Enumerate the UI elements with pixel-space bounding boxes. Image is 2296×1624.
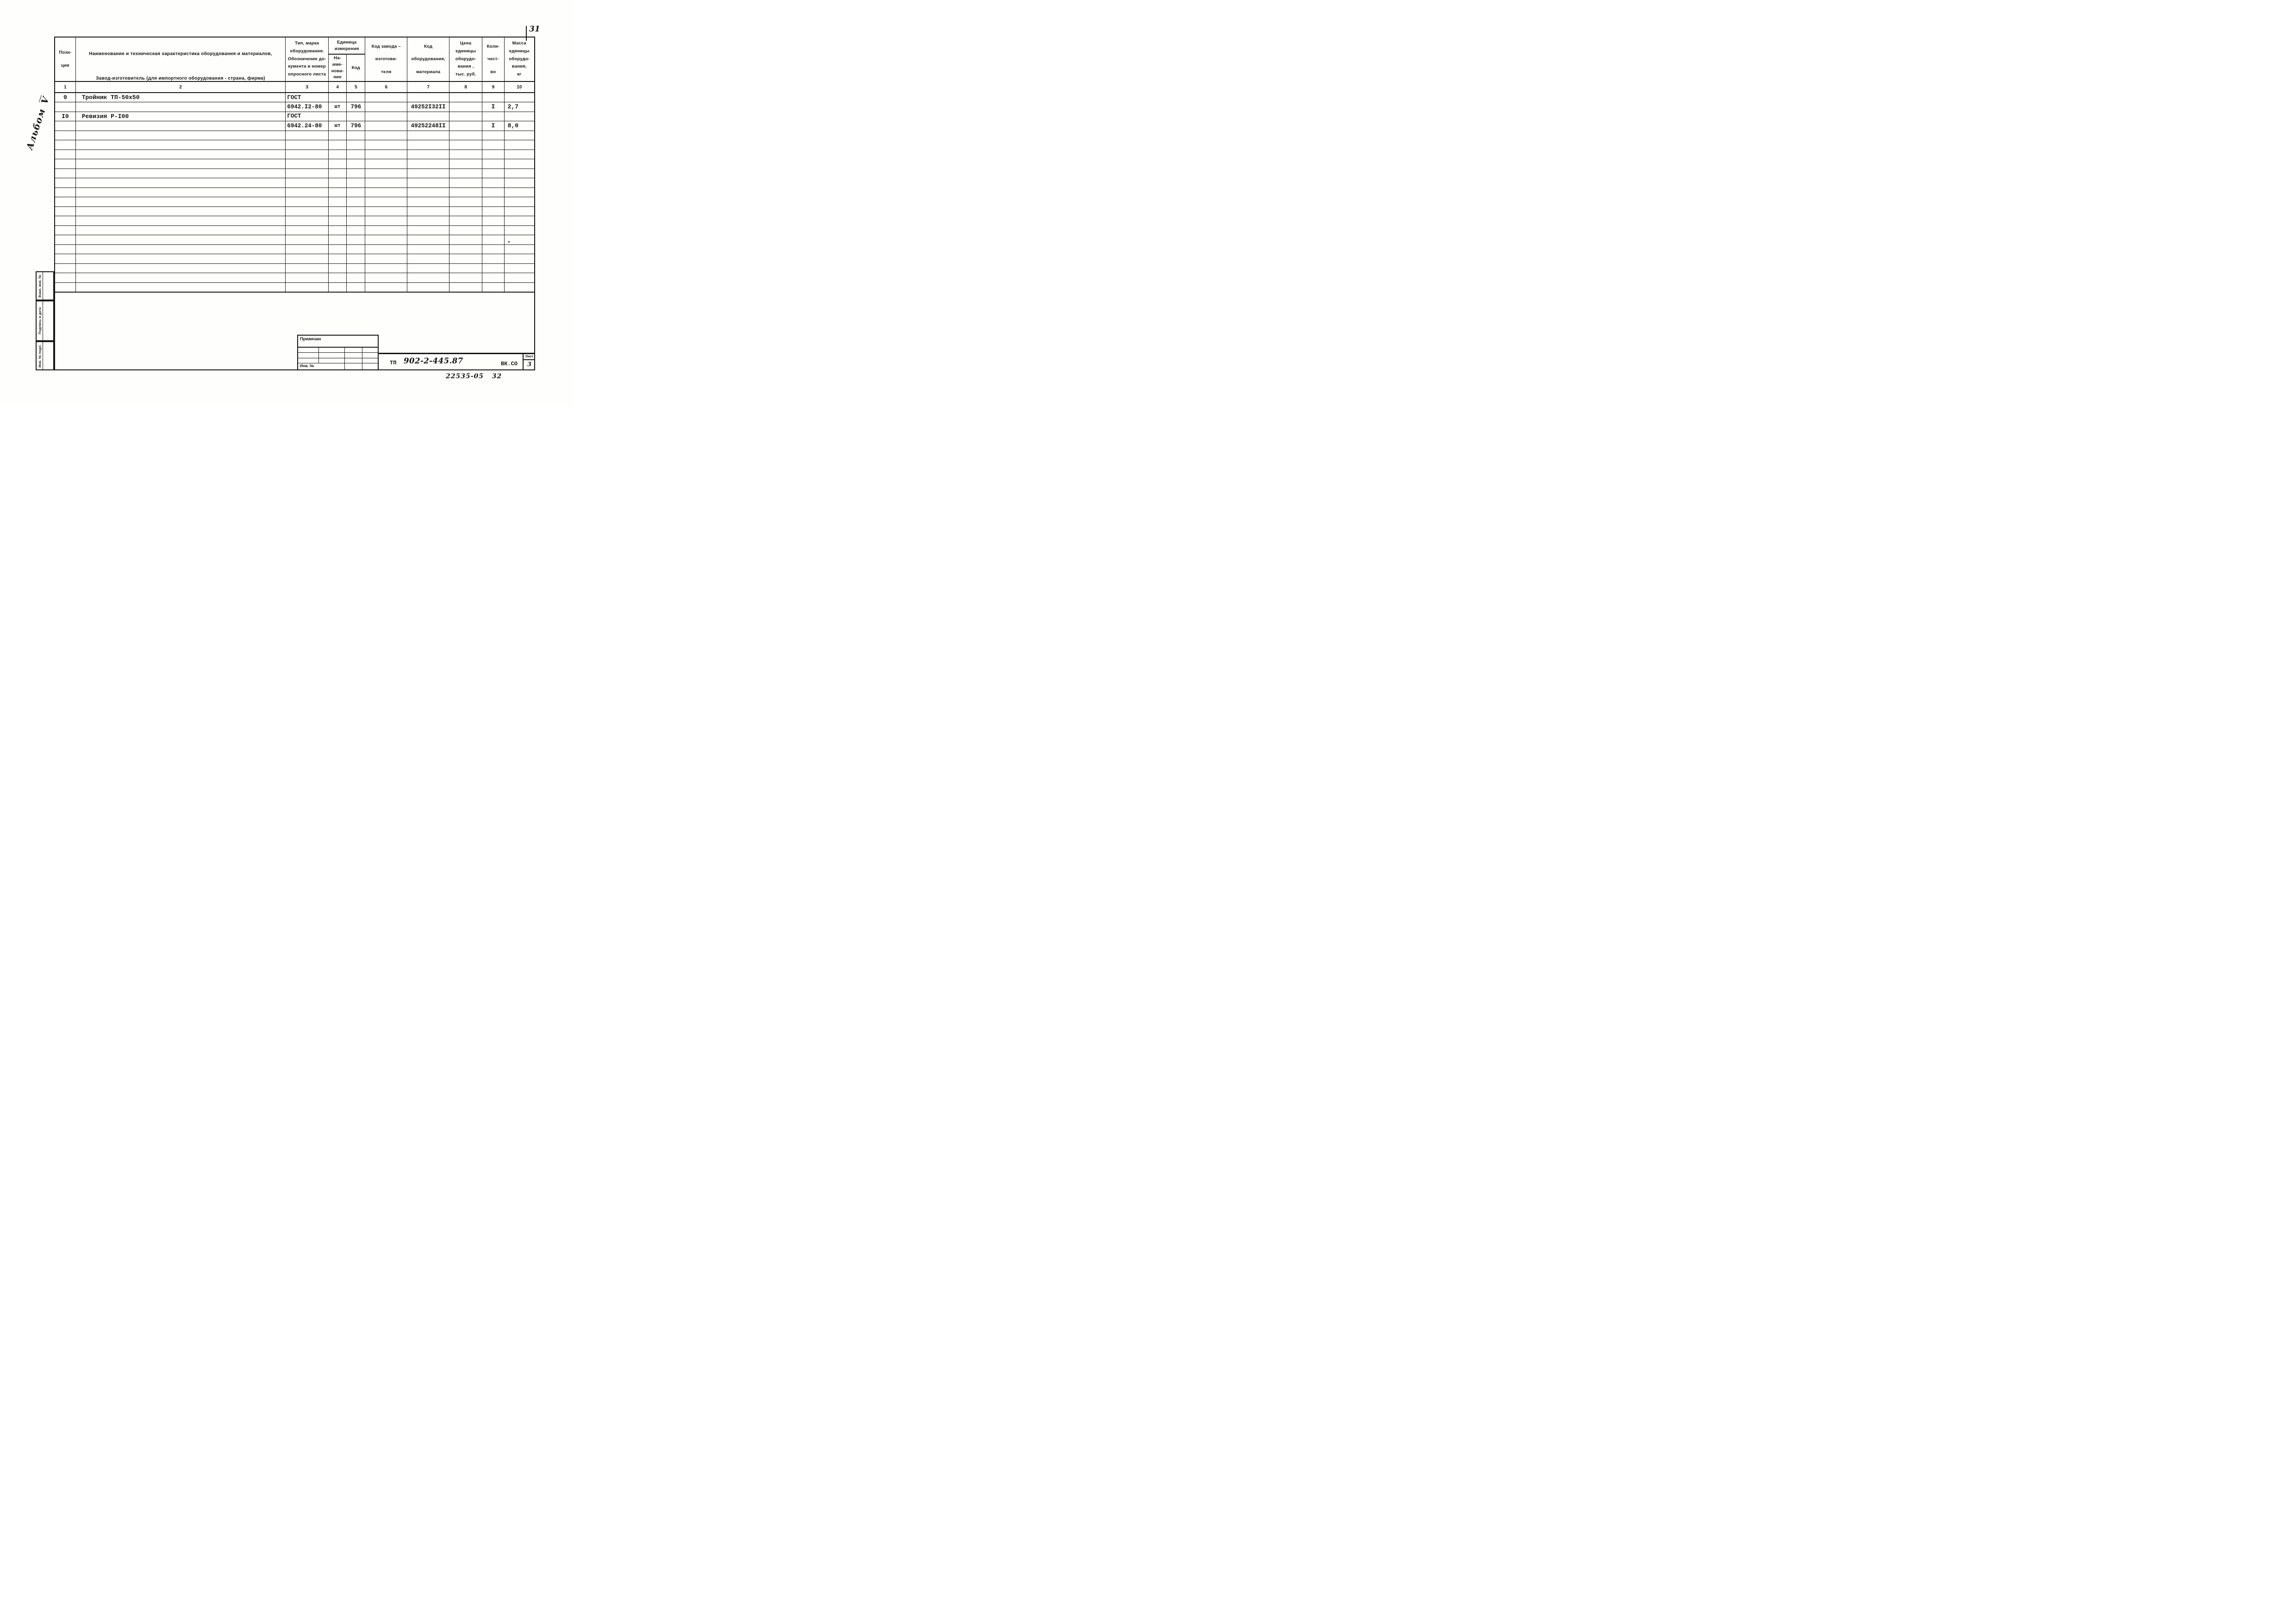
spec-cell (504, 140, 535, 150)
spec-cell (449, 273, 482, 283)
spec-cell (449, 159, 482, 169)
spec-cell (75, 273, 286, 283)
spec-cell (328, 150, 346, 159)
spec-cell: I0 (55, 112, 75, 121)
spec-cell (449, 93, 482, 102)
spec-cell (504, 244, 535, 254)
spec-cell (449, 235, 482, 245)
table-row (55, 131, 535, 140)
spec-cell: 8,0 (504, 121, 535, 131)
spec-cell (55, 263, 75, 273)
stamp-podpis-data (36, 300, 54, 341)
table-row (55, 282, 535, 292)
spec-cell (407, 178, 449, 188)
spec-cell (75, 206, 286, 216)
spec-cell (75, 150, 286, 159)
spec-cell (75, 263, 286, 273)
header-name-characteristic (75, 37, 286, 81)
specification-table (54, 37, 535, 293)
header-position: Пози- ция (55, 37, 75, 81)
spec-cell (75, 254, 286, 264)
spec-cell (286, 263, 329, 273)
spec-cell (328, 254, 346, 264)
spec-cell (365, 178, 407, 188)
spec-cell: 796 (347, 102, 365, 112)
spec-cell (55, 273, 75, 283)
spec-cell (365, 169, 407, 178)
header-equipment-code: Код оборудования, материала (407, 37, 449, 81)
spec-cell (55, 140, 75, 150)
spec-cell (365, 273, 407, 283)
spec-cell (482, 169, 504, 178)
spec-cell (286, 178, 329, 188)
spec-cell (55, 216, 75, 226)
header-name-line1: Наименование и техническая характеристика оборудования и материалов, (89, 51, 272, 56)
spec-cell (482, 187, 504, 197)
spec-cell (286, 282, 329, 292)
spec-cell (347, 206, 365, 216)
spec-cell (407, 150, 449, 159)
spec-cell (55, 187, 75, 197)
spec-cell (55, 197, 75, 207)
column-number: 6 (365, 81, 407, 93)
spec-cell (328, 178, 346, 188)
spec-cell (286, 244, 329, 254)
spec-cell (482, 244, 504, 254)
spec-cell (365, 93, 407, 102)
spec-cell (286, 187, 329, 197)
spec-cell (407, 159, 449, 169)
spec-cell (347, 159, 365, 169)
org-code: ВК.СО (501, 361, 518, 367)
column-number: 5 (347, 81, 365, 93)
spec-cell (365, 159, 407, 169)
spec-cell (407, 254, 449, 264)
spec-cell (449, 225, 482, 235)
spec-cell (365, 121, 407, 131)
spec-cell (328, 216, 346, 226)
spec-cell (347, 131, 365, 140)
spec-cell (75, 282, 286, 292)
spec-cell (504, 263, 535, 273)
table-row (55, 263, 535, 273)
scan-speck (508, 241, 510, 243)
spec-cell (286, 225, 329, 235)
spec-cell (286, 150, 329, 159)
spec-cell (504, 225, 535, 235)
column-number: 3 (286, 81, 329, 93)
spec-cell (55, 254, 75, 264)
spec-cell (449, 112, 482, 121)
binding-grid-row (298, 348, 378, 353)
spec-cell: ГОСТ (286, 93, 329, 102)
spec-cell (347, 178, 365, 188)
spec-cell: I (482, 102, 504, 112)
column-number: 1 (55, 81, 75, 93)
stamp-blank-cell (43, 342, 53, 369)
spec-cell (407, 244, 449, 254)
spec-cell (286, 197, 329, 207)
spec-cell (328, 187, 346, 197)
spec-cell: ГОСТ (286, 112, 329, 121)
binding-block-title: Привязан (298, 336, 378, 348)
sheet-number: 3 (527, 361, 532, 368)
album-word: Альбом (25, 107, 48, 151)
spec-cell (482, 131, 504, 140)
column-numbers-row (55, 81, 535, 93)
spec-cell (75, 225, 286, 235)
stamp-vzam-inv (36, 271, 54, 300)
table-row (55, 150, 535, 159)
spec-cell (407, 273, 449, 283)
spec-cell (347, 235, 365, 245)
doc-prefix: ТП (390, 360, 397, 366)
spec-cell (55, 150, 75, 159)
spec-cell (55, 102, 75, 112)
header-unit-name: На- име- нова- ние (328, 54, 346, 81)
header-unit-code: Код (347, 54, 365, 81)
table-row (55, 102, 535, 112)
sheet-number-box (523, 353, 535, 370)
header-unit-mass: Масса единицы оборудо- вания, кг (504, 37, 535, 81)
spec-cell (328, 169, 346, 178)
spec-cell (347, 112, 365, 121)
spec-cell (55, 206, 75, 216)
column-number: 10 (504, 81, 535, 93)
stamp-blank-cell (43, 272, 53, 300)
spec-cell (482, 159, 504, 169)
spec-cell (407, 225, 449, 235)
spec-cell (407, 187, 449, 197)
spec-cell (75, 159, 286, 169)
table-row (55, 159, 535, 169)
spec-cell (482, 206, 504, 216)
spec-cell (328, 93, 346, 102)
spec-cell (504, 216, 535, 226)
spec-cell (407, 206, 449, 216)
spec-cell (407, 93, 449, 102)
spec-cell (449, 197, 482, 207)
spec-cell (347, 93, 365, 102)
spec-cell (328, 263, 346, 273)
spec-cell (365, 263, 407, 273)
spec-cell (449, 178, 482, 188)
spec-cell: шт (328, 102, 346, 112)
column-number: 9 (482, 81, 504, 93)
corner-page-number: 31 (529, 25, 540, 34)
spec-cell (286, 140, 329, 150)
scanned-specification-sheet (0, 0, 574, 406)
stamp-podpis-data-label: Подпись и дата (37, 307, 42, 335)
spec-cell (407, 216, 449, 226)
binding-grid-row (298, 353, 378, 358)
spec-cell (55, 159, 75, 169)
spec-cell (407, 169, 449, 178)
binding-inv-row (298, 363, 378, 369)
spec-cell (55, 169, 75, 178)
spec-cell (504, 187, 535, 197)
column-number: 7 (407, 81, 449, 93)
sheet-label: Лист (524, 353, 535, 360)
spec-cell (75, 244, 286, 254)
spec-cell (328, 282, 346, 292)
table-row (55, 206, 535, 216)
spec-cell: шт (328, 121, 346, 131)
spec-cell (286, 169, 329, 178)
spec-cell (75, 197, 286, 207)
stamp-blank-cell (43, 301, 53, 340)
spec-cell (449, 254, 482, 264)
spec-cell: 49252I32II (407, 102, 449, 112)
stamp-vzam-inv-label: Взам. инв. № (37, 274, 42, 298)
spec-cell (482, 235, 504, 245)
spec-cell (504, 178, 535, 188)
spec-cell (449, 244, 482, 254)
table-row (55, 178, 535, 188)
spec-cell (75, 121, 286, 131)
album-note (25, 95, 51, 151)
spec-cell (365, 197, 407, 207)
spec-cell (347, 140, 365, 150)
spec-cell (365, 225, 407, 235)
table-row (55, 140, 535, 150)
stamp-inv-podl (36, 341, 54, 370)
stamp-inv-podl-label: Инв. № подл. (37, 344, 42, 368)
spec-cell (365, 206, 407, 216)
spec-cell (365, 150, 407, 159)
spec-cell (504, 282, 535, 292)
spec-cell (365, 244, 407, 254)
table-row (55, 169, 535, 178)
spec-cell (504, 131, 535, 140)
spec-cell (449, 150, 482, 159)
spec-cell (328, 112, 346, 121)
spec-cell (347, 273, 365, 283)
table-row (55, 235, 535, 245)
spec-cell (365, 140, 407, 150)
spec-cell (365, 102, 407, 112)
header-type-doc: Тип, марка оборудования. Обозначение до- кумента и номер опросного листа (286, 37, 329, 81)
spec-cell (504, 93, 535, 102)
spec-cell (449, 263, 482, 273)
table-row (55, 273, 535, 283)
spec-cell (55, 235, 75, 245)
spec-cell (407, 282, 449, 292)
spec-cell (365, 235, 407, 245)
spec-cell (482, 216, 504, 226)
spec-cell (328, 235, 346, 245)
spec-cell (449, 169, 482, 178)
spec-cell (75, 169, 286, 178)
spec-cell: 2,7 (504, 102, 535, 112)
spec-cell (347, 244, 365, 254)
spec-cell (347, 216, 365, 226)
spec-cell (407, 112, 449, 121)
spec-cell (449, 206, 482, 216)
table-row (55, 225, 535, 235)
album-volume-numeral: $\overline{V}$ (39, 95, 51, 106)
spec-cell (286, 216, 329, 226)
table-row (55, 244, 535, 254)
spec-cell (365, 187, 407, 197)
spec-cell (482, 178, 504, 188)
spec-cell (504, 112, 535, 121)
spec-cell (365, 282, 407, 292)
table-row (55, 197, 535, 207)
spec-cell (75, 187, 286, 197)
spec-cell (482, 112, 504, 121)
spec-cell (365, 254, 407, 264)
spec-cell (407, 235, 449, 245)
spec-cell (449, 282, 482, 292)
column-number: 4 (328, 81, 346, 93)
spec-cell (407, 197, 449, 207)
header-unit-price: Цена единицы оборудо- вания , тыс. руб. (449, 37, 482, 81)
spec-cell (286, 254, 329, 264)
spec-cell (328, 197, 346, 207)
spec-cell (347, 225, 365, 235)
spec-cell (286, 131, 329, 140)
spec-cell (504, 197, 535, 207)
spec-cell (328, 206, 346, 216)
spec-cell (347, 282, 365, 292)
spec-cell (55, 282, 75, 292)
spec-cell (75, 131, 286, 140)
spec-cell (75, 140, 286, 150)
spec-cell (482, 273, 504, 283)
spec-cell (75, 178, 286, 188)
spec-cell: Ревизия Р-I00 (75, 112, 286, 121)
spec-cell (504, 206, 535, 216)
header-quantity: Коли- чест- во (482, 37, 504, 81)
spec-cell (347, 169, 365, 178)
binding-grid-row (298, 358, 378, 363)
spec-cell (504, 273, 535, 283)
table-row (55, 93, 535, 102)
spec-cell (365, 112, 407, 121)
table-row (55, 112, 535, 121)
spec-cell (75, 102, 286, 112)
column-number: 2 (75, 81, 286, 93)
spec-cell (286, 159, 329, 169)
stamp-vzam-inv-label-cell (37, 272, 43, 300)
table-row (55, 254, 535, 264)
spec-cell (347, 197, 365, 207)
column-number: 8 (449, 81, 482, 93)
spec-cell: 796 (347, 121, 365, 131)
stamp-inv-podl-label-cell (37, 342, 43, 369)
spec-cell (407, 131, 449, 140)
spec-cell (449, 216, 482, 226)
title-block-top-line (379, 353, 535, 354)
spec-cell: 6942.24-80 (286, 121, 329, 131)
spec-cell (449, 131, 482, 140)
doc-number: 902-2-445.87 (404, 356, 463, 365)
spec-cell (504, 169, 535, 178)
spec-cell (328, 244, 346, 254)
spec-cell (407, 140, 449, 150)
spec-cell: Тройник ТП-50х50 (75, 93, 286, 102)
footer-archive-note: 22535-05 32 (446, 373, 502, 380)
spec-cell (504, 235, 535, 245)
spec-cell (55, 121, 75, 131)
spec-cell (347, 150, 365, 159)
spec-cell: 9 (55, 93, 75, 102)
spec-cell (75, 235, 286, 245)
spec-cell (482, 140, 504, 150)
spec-cell (55, 131, 75, 140)
spec-cell (504, 254, 535, 264)
spec-cell (328, 140, 346, 150)
table-row (55, 121, 535, 131)
spec-cell (482, 225, 504, 235)
spec-cell (449, 187, 482, 197)
spec-cell (449, 140, 482, 150)
spec-cell: 49252248II (407, 121, 449, 131)
spec-cell (286, 235, 329, 245)
spec-cell (482, 254, 504, 264)
spec-cell (347, 187, 365, 197)
binding-inv-label: Инв. № (298, 363, 345, 369)
header-name-line2: Завод-изготовитель (для импортного оборудования - страна, фирма) (96, 76, 265, 81)
spec-cell (55, 244, 75, 254)
spec-cell (347, 263, 365, 273)
header-factory-code: Код завода – изготови- теля (365, 37, 407, 81)
spec-cell (55, 225, 75, 235)
spec-cell (482, 263, 504, 273)
spec-cell (328, 159, 346, 169)
spec-cell (365, 131, 407, 140)
spec-cell (407, 263, 449, 273)
spec-cell (365, 216, 407, 226)
spec-cell: 6942.I2-80 (286, 102, 329, 112)
spec-cell (504, 159, 535, 169)
spec-cell (482, 93, 504, 102)
spec-cell (75, 216, 286, 226)
spec-cell (286, 273, 329, 283)
binding-block (297, 335, 379, 370)
spec-cell (482, 282, 504, 292)
spec-cell (328, 273, 346, 283)
spec-cell (328, 225, 346, 235)
header-unit-group: Единица измерения (328, 37, 365, 54)
spec-cell (482, 197, 504, 207)
spec-cell (55, 178, 75, 188)
spec-cell: I (482, 121, 504, 131)
table-row (55, 216, 535, 226)
spec-cell (504, 150, 535, 159)
stamp-podpis-data-label-cell (37, 301, 43, 340)
spec-cell (449, 102, 482, 112)
spec-cell (482, 150, 504, 159)
spec-cell (286, 206, 329, 216)
spec-cell (328, 131, 346, 140)
spec-cell (347, 254, 365, 264)
spec-cell (449, 121, 482, 131)
table-row (55, 187, 535, 197)
